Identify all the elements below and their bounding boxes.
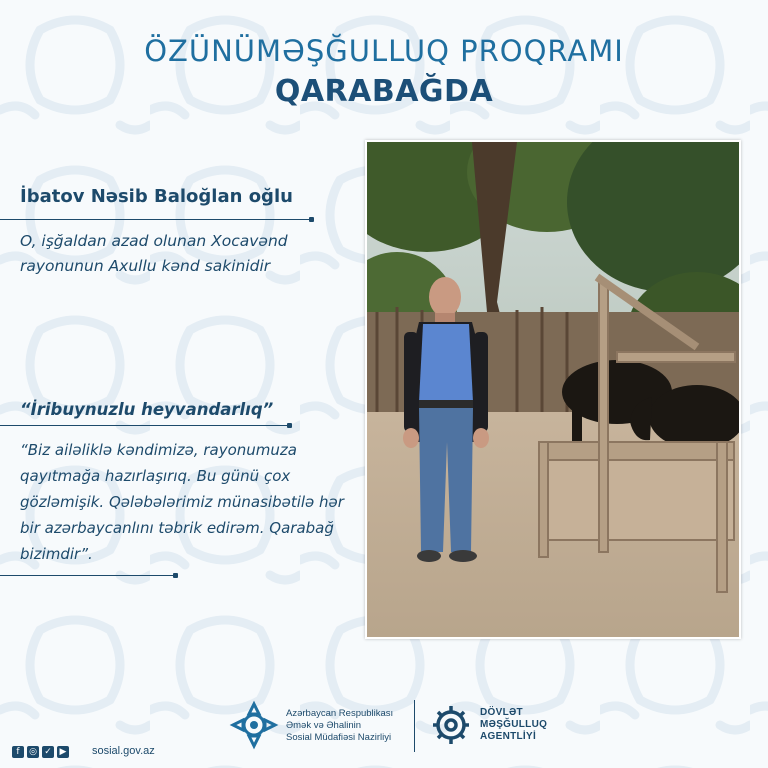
agency-line-3: AGENTLİYİ: [480, 731, 537, 742]
project-divider: [0, 425, 290, 426]
person-name: İbatov Nəsib Baloğlan oğlu: [20, 186, 293, 207]
social-links: [12, 746, 69, 758]
ministry-emblem-icon: [229, 700, 279, 750]
facebook-icon[interactable]: f: [12, 746, 24, 758]
program-title: ÖZÜNÜMƏŞĞULLUQ PROQRAMI: [144, 34, 624, 68]
youtube-icon[interactable]: ▶: [57, 746, 69, 758]
agency-line-2: MƏŞĞULLUQ: [480, 719, 548, 730]
ministry-line-3: Sosial Müdafiəsi Nazirliyi: [286, 732, 392, 743]
person-description: O, işğaldan azad olunan Xocavənd rayonunun Axullu kənd sakinidir: [20, 232, 288, 275]
instagram-icon[interactable]: ◎: [27, 746, 39, 758]
project-title: “İribuynuzlu heyvandarlıq”: [20, 400, 274, 419]
twitter-icon[interactable]: ✓: [42, 746, 54, 758]
agency-line-1: DÖVLƏT: [480, 707, 523, 718]
website-link[interactable]: sosial.gov.az: [92, 745, 155, 757]
agency-emblem-icon: [428, 700, 474, 750]
ministry-line-1: Azərbaycan Respublikası: [286, 708, 394, 719]
agency-name: [480, 707, 547, 743]
farmer-with-cattle-illustration: [367, 142, 739, 637]
ministry-line-2: Əmək və Əhalinin: [286, 720, 362, 731]
farmer-photo: [365, 140, 741, 639]
testimonial-quote: “Biz ailəliklə kəndimizə, rayonumuza qayıtmağa hazırlaşırıq. Bu günü çox gözləmişik. Qələbələrimiz münasibətilə hər bir azərbaycanlını təbrik edirəm. Qarabağ bizimdir”.: [20, 441, 344, 563]
footer-divider: [414, 700, 415, 752]
name-divider: [0, 219, 312, 220]
quote-divider: [0, 575, 176, 576]
program-subtitle: QARABAĞDA: [274, 74, 494, 109]
ministry-name: [286, 708, 393, 744]
